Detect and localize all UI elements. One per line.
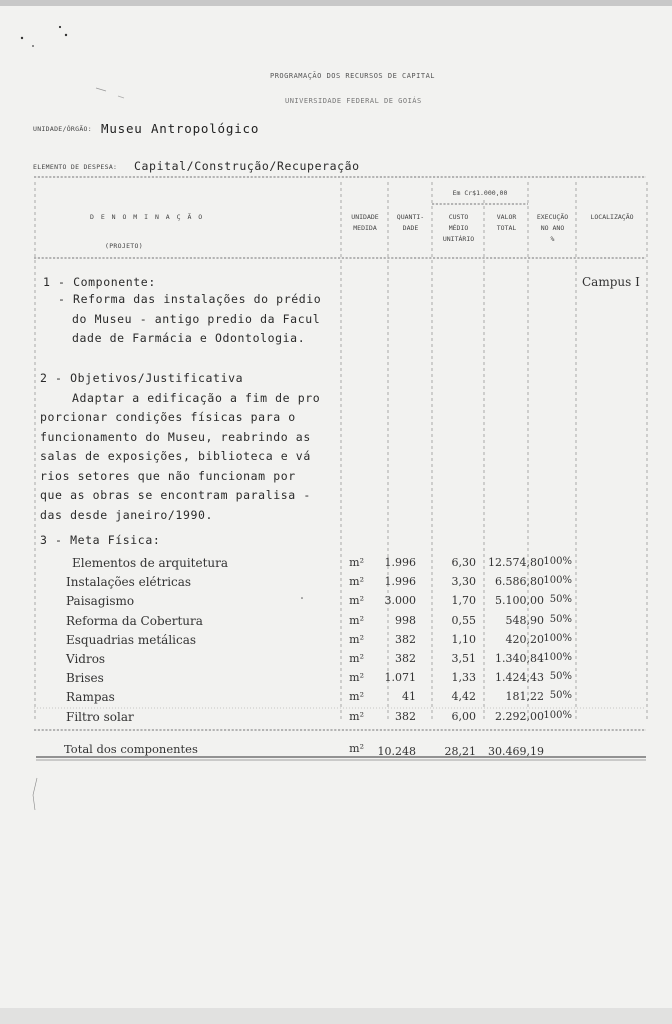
item-total: 1.340,84 — [495, 652, 544, 665]
element-label: ELEMENTO DE DESPESA: — [33, 163, 118, 171]
col-header-quantidade: QUANTI- DADE — [396, 213, 425, 232]
item-qty: 1.996 — [384, 575, 416, 588]
item-name: Vidros — [66, 652, 106, 666]
item-cost: 3,30 — [451, 575, 476, 588]
item-exec: 100% — [543, 710, 572, 721]
total-label: Total dos componentes — [64, 742, 198, 756]
item-total: 420,20 — [505, 633, 544, 646]
item-unit: m² — [349, 575, 364, 588]
col-header-localizacao: LOCALIZAÇÃO — [590, 213, 634, 221]
item-qty: 382 — [395, 633, 416, 646]
section3-title: 3 - Meta Física: — [40, 533, 161, 547]
col-header-currency: Em Cr$1.000,00 — [452, 189, 508, 197]
item-unit: m² — [349, 594, 364, 607]
item-cost: 6,00 — [451, 710, 476, 723]
col-header-execucao: EXECUÇÃO NO ANO % — [536, 213, 569, 243]
section1-line: do Museu - antigo predio da Facul — [72, 312, 321, 326]
item-total: 12.574,80 — [488, 556, 544, 569]
item-total: 6.586,80 — [495, 575, 544, 588]
item-name: Filtro solar — [66, 710, 134, 724]
item-name: Instalações elétricas — [66, 575, 192, 589]
item-exec: 50% — [549, 594, 572, 605]
item-total: 1.424,43 — [495, 671, 544, 684]
item-qty: 998 — [395, 614, 416, 627]
unit-label: UNIDADE/ÓRGÃO: — [33, 125, 92, 133]
col-header-valor: VALOR TOTAL — [496, 213, 517, 232]
item-unit: m² — [349, 614, 364, 627]
item-total: 5.100,00 — [495, 594, 544, 607]
section2-line: rios setores que não funcionam por — [40, 469, 296, 483]
section2-line: que as obras se encontram paralisa - — [40, 488, 311, 502]
item-name: Brises — [66, 671, 104, 685]
item-exec: 50% — [549, 671, 572, 682]
item-name: Paisagismo — [66, 594, 135, 608]
university-name: UNIVERSIDADE FEDERAL DE GOIÁS — [285, 97, 422, 105]
item-cost: 0,55 — [451, 614, 476, 627]
item-exec: 100% — [543, 575, 572, 586]
item-exec: 100% — [543, 652, 572, 663]
col-header-custo: CUSTO MÉDIO UNITÁRIO — [442, 213, 475, 243]
location-value: Campus I — [582, 275, 640, 289]
section2-line: Adaptar a edificação a fim de pro — [72, 391, 321, 405]
unit-value: Museu Antropológico — [101, 121, 260, 136]
item-cost: 1,70 — [451, 594, 476, 607]
item-qty: 3.000 — [384, 594, 416, 607]
section2-line: funcionamento do Museu, reabrindo as — [40, 430, 311, 444]
item-exec: 100% — [543, 556, 572, 567]
item-unit: m² — [349, 671, 364, 684]
col-header-unidade: UNIDADE MEDIDA — [351, 213, 379, 232]
item-unit: m² — [349, 633, 364, 646]
section1-line: - Reforma das instalações do prédio — [58, 292, 322, 306]
item-cost: 3,51 — [451, 652, 476, 665]
item-exec: 50% — [549, 690, 572, 701]
element-value: Capital/Construção/Recuperação — [134, 159, 360, 173]
total-value: 30.469,19 — [488, 745, 544, 758]
item-name: Elementos de arquitetura — [72, 556, 229, 570]
item-qty: 382 — [395, 710, 416, 723]
item-cost: 1,10 — [451, 633, 476, 646]
total-cost: 28,21 — [444, 745, 476, 758]
item-total: 2.292,00 — [495, 710, 544, 723]
item-qty: 41 — [402, 690, 416, 703]
scan-bottom-edge — [0, 1008, 672, 1024]
item-qty: 1.996 — [384, 556, 416, 569]
section1-line: dade de Farmácia e Odontologia. — [72, 331, 306, 345]
item-unit: m² — [349, 556, 364, 569]
item-cost: 4,42 — [451, 690, 476, 703]
item-qty: 1.071 — [384, 671, 416, 684]
item-cost: 6,30 — [451, 556, 476, 569]
item-exec: 50% — [549, 614, 572, 625]
section2-line: porcionar condições físicas para o — [40, 410, 296, 424]
col-header-projeto: (PROJETO) — [105, 242, 143, 250]
item-name: Rampas — [66, 690, 115, 704]
item-exec: 100% — [543, 633, 572, 644]
item-unit: m² — [349, 652, 364, 665]
section2-line: das desde janeiro/1990. — [40, 508, 214, 522]
program-title: PROGRAMAÇÃO DOS RECURSOS DE CAPITAL — [270, 72, 436, 80]
section2-title: 2 - Objetivos/Justificativa — [40, 371, 244, 385]
item-total: 548,90 — [505, 614, 544, 627]
item-name: Esquadrias metálicas — [66, 633, 197, 647]
item-name: Reforma da Cobertura — [66, 614, 203, 628]
section2-line: salas de exposições, biblioteca e vá — [40, 449, 311, 463]
total-unit: m² — [349, 742, 364, 755]
total-qty: 10.248 — [377, 745, 416, 758]
item-unit: m² — [349, 710, 364, 723]
item-qty: 382 — [395, 652, 416, 665]
section1-title: 1 - Componente: — [43, 275, 156, 289]
item-total: 181,22 — [505, 690, 544, 703]
col-header-denominacao: D E N O M I N A Ç Ã O — [90, 213, 204, 221]
item-cost: 1,33 — [451, 671, 476, 684]
item-unit: m² — [349, 690, 364, 703]
